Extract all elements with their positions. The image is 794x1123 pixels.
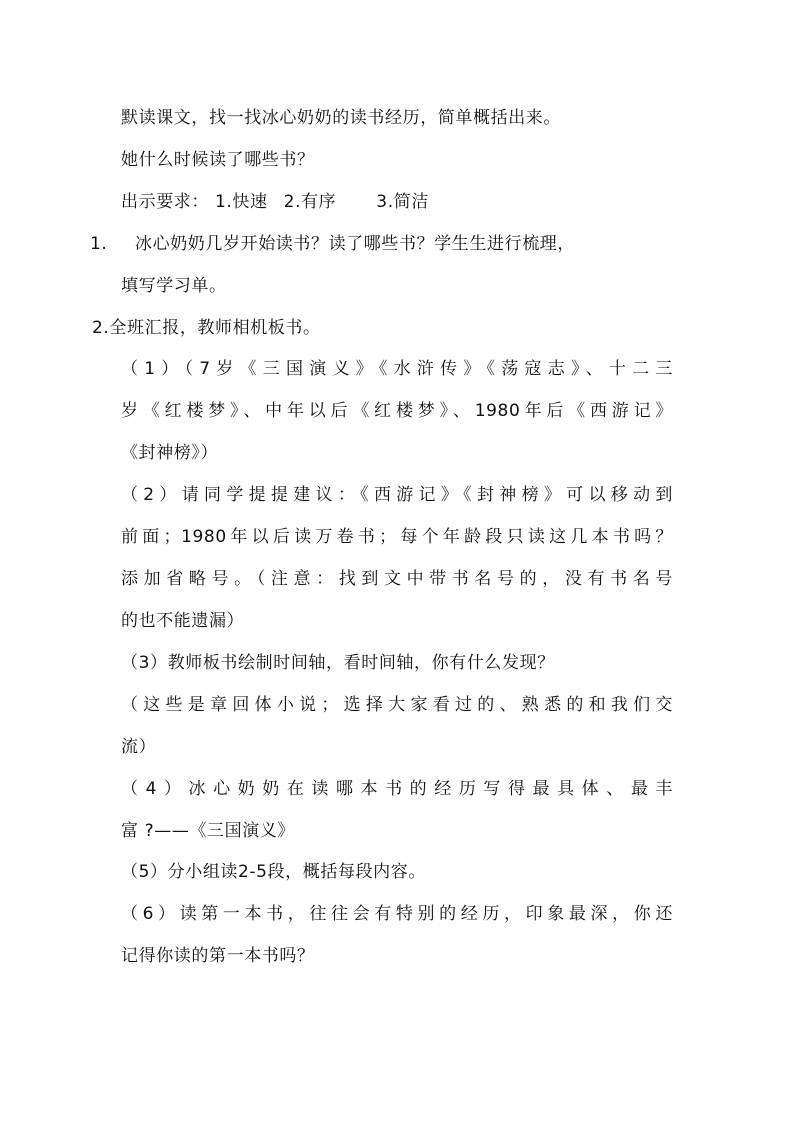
substep-6-line-1: （6）读第一本书，往往会有特别的经历，印象最深，你还 xyxy=(121,904,673,924)
step-1-number: 1. xyxy=(90,234,108,254)
substep-4-line-1: （4）冰心奶奶在读哪本书的经历写得最具体、最丰 xyxy=(121,779,673,799)
substep-3-line-3: 流） xyxy=(121,737,157,757)
substep-3-line-1: （3）教师板书绘制时间轴，看时间轴，你有什么发现？ xyxy=(121,653,555,673)
requirement-concise: 3.简洁 xyxy=(376,192,429,212)
substep-1-line-3: 《封神榜》） xyxy=(121,443,219,463)
intro-line-1: 默读课文，找一找冰心奶奶的读书经历，简单概括出来。 xyxy=(121,108,561,128)
substep-2-line-4: 的也不能遗漏） xyxy=(121,611,245,631)
substep-3-line-2: （这些是章回体小说；选择大家看过的、熟悉的和我们交 xyxy=(121,695,673,715)
substep-2-line-3: 添加省略号。（注意：找到文中带书名号的，没有书名号 xyxy=(121,569,673,589)
requirements-label: 出示要求： xyxy=(121,192,209,212)
substep-5-line-1: （5）分小组读2-5段，概括每段内容。 xyxy=(121,862,426,882)
requirements-line xyxy=(121,190,429,214)
substep-1-line-1: （1）（7岁《三国演义》《水浒传》《荡寇志》、十二三 xyxy=(121,359,673,379)
substep-2-line-2: 前面；1980年以后读万卷书；每个年龄段只读这几本书吗？ xyxy=(121,527,673,547)
substep-6-line-2: 记得你读的第一本书吗？ xyxy=(121,946,315,966)
step-2-line: 2.全班汇报，教师相机板书。 xyxy=(92,318,321,338)
requirement-fast: 1.快速 xyxy=(215,192,268,212)
requirement-orderly: 2.有序 xyxy=(283,192,337,212)
step-1-text: 冰心奶奶几岁开始读书？读了哪些书？学生生进行梳理， xyxy=(135,234,575,254)
step-1-line-1 xyxy=(90,232,575,256)
substep-4-line-2: 富 ?——《三国演义》 xyxy=(121,821,296,841)
substep-2-line-1: （2）请同学提提建议：《西游记》《封神榜》可以移动到 xyxy=(121,485,673,505)
substep-1-line-2: 岁《红楼梦》、中年以后《红楼梦》、1980年后《西游记》 xyxy=(121,401,673,421)
step-1-line-2: 填写学习单。 xyxy=(121,276,227,296)
intro-line-2: 她什么时候读了哪些书？ xyxy=(121,150,315,170)
